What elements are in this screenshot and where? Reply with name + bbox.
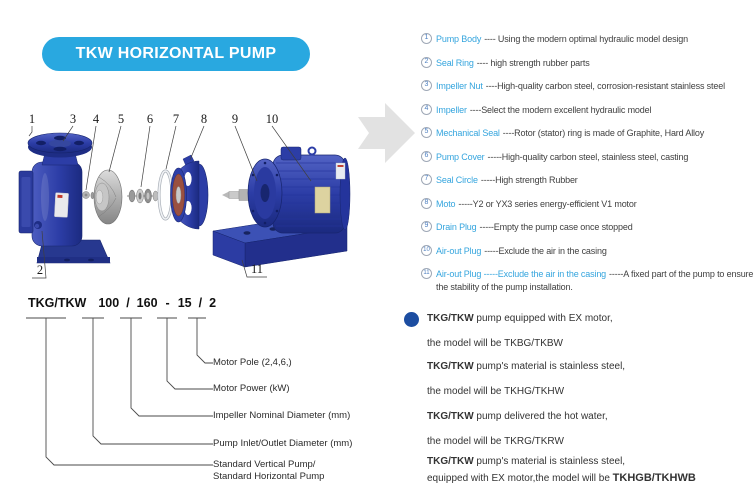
part-item-1 <box>421 33 756 46</box>
part-item-10 <box>421 245 756 258</box>
pump-cover-illustration <box>171 155 209 229</box>
part-number-badge: 5 <box>421 127 432 138</box>
part-name: Pump Body <box>436 34 482 44</box>
variant-line1 <box>427 354 625 379</box>
part-desc: -----High-quality carbon steel, stainless steel, casting <box>487 151 689 162</box>
model-separator: - <box>165 296 170 310</box>
part-number-badge: 3 <box>421 80 432 91</box>
callout-motor-pole: Motor Pole (2,4,6,) <box>213 357 292 368</box>
pump-exploded-diagram <box>15 105 360 285</box>
variant-line1-rest: pump delivered the hot water, <box>473 411 608 422</box>
diagram-number-4: 4 <box>92 112 100 126</box>
variant-paragraph-ex-motor <box>427 306 613 356</box>
model-separator: / <box>126 296 130 310</box>
diagram-number-2: 2 <box>36 263 44 277</box>
variant-lead: TKG/TKW <box>427 456 474 467</box>
part-item-11 <box>421 268 756 293</box>
part-number-badge: 11 <box>421 268 432 279</box>
model-segment-impeller: 160 <box>136 296 158 310</box>
part-number-badge: 8 <box>421 198 432 209</box>
part-item-5 <box>421 127 756 140</box>
variant-lead: TKG/TKW <box>427 411 474 422</box>
diagram-number-5: 5 <box>117 112 125 126</box>
model-callout-lines <box>20 310 360 482</box>
part-number-badge: 9 <box>421 221 432 232</box>
part-text <box>436 245 607 258</box>
variant-lead: TKG/TKW <box>427 361 474 372</box>
part-item-3 <box>421 80 756 93</box>
part-number-badge: 10 <box>421 245 432 256</box>
variant-line1-rest: pump equipped with EX motor, <box>473 313 613 324</box>
seal-circle-illustration <box>159 171 172 219</box>
part-name: Impeller <box>436 104 467 115</box>
part-item-7 <box>421 174 756 187</box>
part-name: Air-out Plug <box>436 245 482 256</box>
title-banner <box>42 37 310 71</box>
model-code <box>28 296 216 310</box>
bullet-circle-icon <box>404 312 419 327</box>
part-text <box>436 268 756 293</box>
part-text <box>436 151 688 164</box>
part-name: Seal Ring <box>436 57 474 68</box>
variant-paragraph-stainless-ex <box>427 454 696 487</box>
right-arrow-icon <box>358 101 416 165</box>
part-desc: -----High strength Rubber <box>480 175 578 185</box>
part-desc: -----A fixed part of the pump to ensure the stability of the pump installation. <box>436 269 754 292</box>
variant-line2 <box>427 331 613 356</box>
part-desc: -----Empty the pump case once stopped <box>479 222 633 232</box>
part-item-2 <box>421 57 756 70</box>
variant-line2 <box>427 470 696 487</box>
variant-line1 <box>427 404 608 429</box>
part-item-4 <box>421 104 756 117</box>
diagram-number-9: 9 <box>231 112 239 126</box>
part-text <box>436 80 725 93</box>
variant-line2-text: the model will be TKBG/TKBW <box>427 338 563 349</box>
diagram-number-6: 6 <box>146 112 154 126</box>
model-segment-pole: 2 <box>209 296 217 310</box>
variant-lead: TKG/TKW <box>427 313 474 324</box>
part-desc: ----Rotor (stator) ring is made of Graphite, Hard Alloy <box>502 128 705 138</box>
part-number-badge: 6 <box>421 151 432 162</box>
part-item-9 <box>421 221 756 234</box>
callout-inlet-outlet-diameter: Pump Inlet/Outlet Diameter (mm) <box>213 438 353 449</box>
part-number-badge: 7 <box>421 174 432 185</box>
part-number-badge: 1 <box>421 33 432 44</box>
diagram-number-3: 3 <box>69 112 77 126</box>
part-name: Pump Cover <box>436 151 485 162</box>
part-desc: ----Select the modern excellent hydraulic model <box>469 104 652 115</box>
part-text <box>436 127 704 140</box>
diagram-number-10: 10 <box>265 112 279 126</box>
variant-line2-text: equipped with EX motor,the model will be <box>427 473 613 484</box>
part-text <box>436 104 651 117</box>
callout-standard-pump <box>213 459 324 483</box>
part-text <box>436 174 578 187</box>
part-name: Impeller Nut <box>436 81 483 91</box>
model-segment-inlet: 100 <box>98 296 120 310</box>
parts-list <box>421 33 756 304</box>
mechanical-seal-illustration <box>127 189 159 203</box>
diagram-number-8: 8 <box>200 112 208 126</box>
callout-standard-pump-line2: Standard Horizontal Pump <box>213 471 325 482</box>
variant-line2 <box>427 379 625 404</box>
part-name: Air-out Plug -----Exclude the air in the casing <box>436 269 607 279</box>
variant-line2 <box>427 429 608 454</box>
model-segment-series: TKG/TKW <box>28 296 87 310</box>
part-name: Mechanical Seal <box>436 128 500 138</box>
part-name: Drain Plug <box>436 222 477 232</box>
variant-line1-rest: pump's material is stainless steel, <box>473 361 626 372</box>
part-text <box>436 33 688 46</box>
part-desc: ---- high strength rubber parts <box>476 57 590 68</box>
variant-line2-model: TKHGB/TKHWB <box>612 472 696 484</box>
variant-line1-rest: pump's material is stainless steel, <box>473 456 626 467</box>
variant-line2-text: the model will be TKHG/TKHW <box>427 386 565 397</box>
diagram-number-1: 1 <box>28 112 36 126</box>
callout-standard-pump-line1: Standard Vertical Pump/ <box>213 459 316 470</box>
variant-line2-text: the model will be TKRG/TKRW <box>427 436 564 447</box>
diagram-number-11: 11 <box>250 262 264 276</box>
part-text <box>436 57 590 70</box>
part-item-8 <box>421 198 756 211</box>
model-separator: / <box>198 296 203 310</box>
part-text <box>436 198 637 211</box>
part-desc: -----Exclude the air in the casing <box>484 245 607 256</box>
callout-impeller-diameter: Impeller Nominal Diameter (mm) <box>213 410 351 421</box>
impeller-illustration <box>94 170 122 224</box>
part-number-badge: 4 <box>421 104 432 115</box>
part-item-6 <box>421 151 756 164</box>
callout-motor-power: Motor Power (kW) <box>213 383 290 394</box>
impeller-nut-illustration <box>83 192 95 199</box>
page-title: TKW HORIZONTAL PUMP <box>75 45 277 62</box>
part-number-badge: 2 <box>421 57 432 68</box>
variant-line1 <box>427 454 696 470</box>
part-name: Moto <box>436 198 456 209</box>
part-text <box>436 221 633 234</box>
part-desc: ---- Using the modern optimal hydraulic model design <box>484 34 688 44</box>
part-desc: ----High-quality carbon steel, corrosion-resistant stainless steel <box>485 81 725 91</box>
variant-line1 <box>427 306 613 331</box>
variant-paragraph-hot-water <box>427 404 608 454</box>
part-name: Seal Circle <box>436 175 478 185</box>
part-desc: -----Y2 or YX3 series energy-efficient V1 motor <box>458 198 637 209</box>
diagram-number-7: 7 <box>172 112 180 126</box>
variant-paragraph-stainless <box>427 354 625 404</box>
motor-illustration <box>222 147 350 233</box>
model-segment-power: 15 <box>177 296 192 310</box>
